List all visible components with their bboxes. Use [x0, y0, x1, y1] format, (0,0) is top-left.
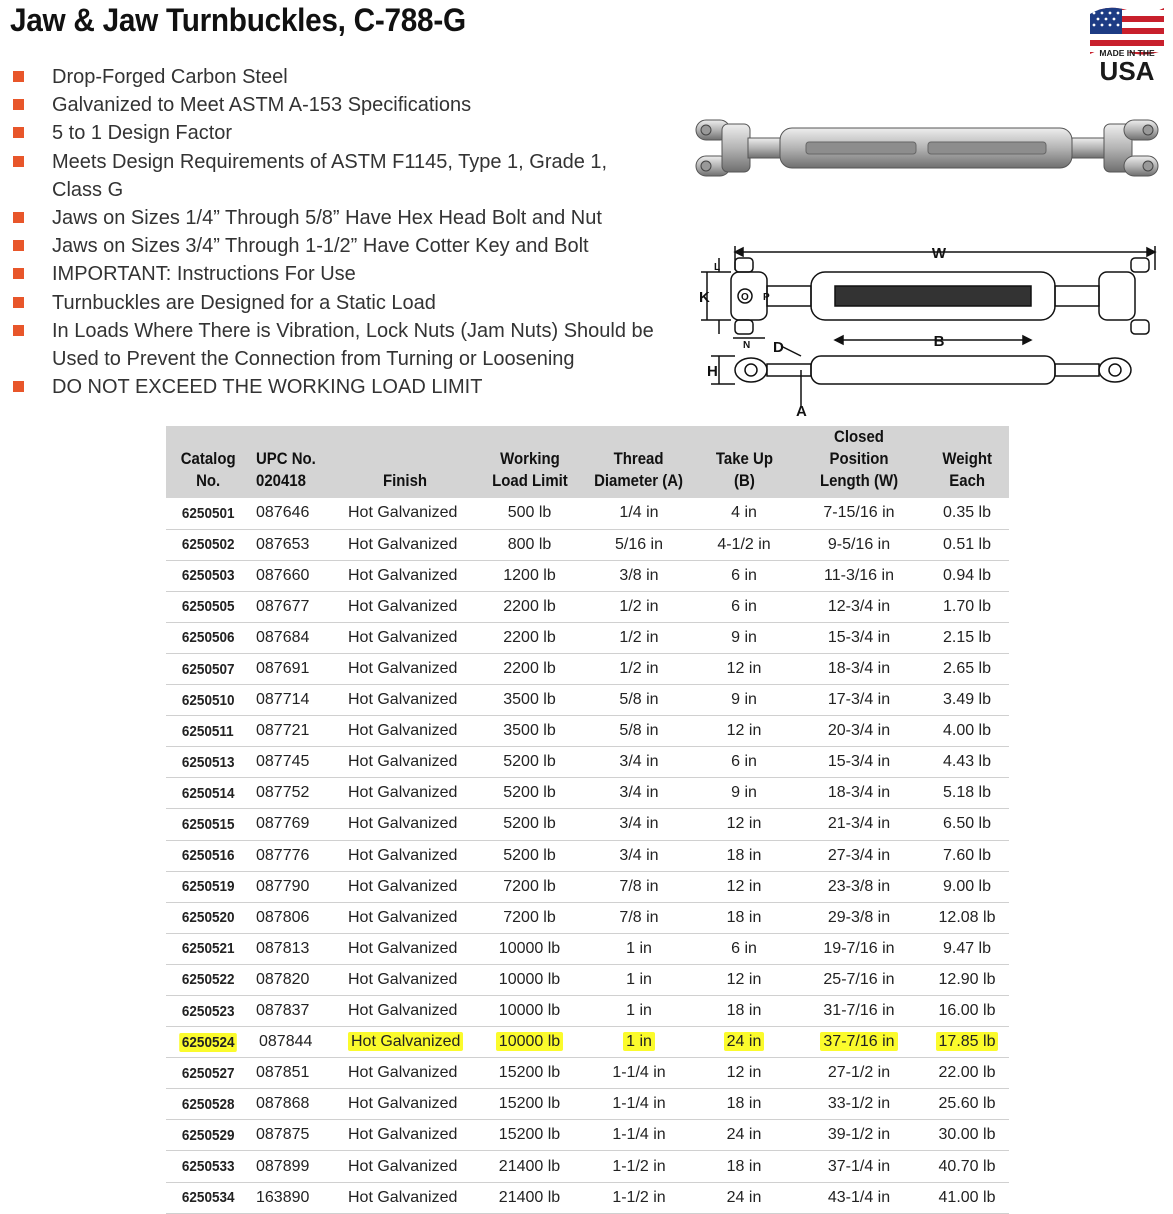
catalog-cell: 6250519 — [166, 871, 250, 902]
catalog-cell: 6250515 — [166, 809, 250, 840]
finish-cell: Hot Galvanized — [334, 1120, 476, 1151]
take-up-cell: 24 in — [695, 1182, 793, 1213]
weight-cell: 17.85 lb — [925, 1027, 1009, 1058]
upc-cell: 087660 — [250, 560, 334, 591]
catalog-cell: 6250507 — [166, 653, 250, 684]
table-row — [166, 996, 1009, 1027]
take-up-cell: 12 in — [695, 1058, 793, 1089]
bullet-square-icon — [13, 381, 24, 392]
table-row — [166, 902, 1009, 933]
finish-cell: Hot Galvanized — [334, 933, 476, 964]
take-up-cell: 12 in — [695, 809, 793, 840]
take-up-cell: 18 in — [695, 840, 793, 871]
take-up-cell: 18 in — [695, 902, 793, 933]
closed-length-cell: 33-1/2 in — [793, 1089, 925, 1120]
table-row — [166, 1151, 1009, 1182]
take-up-cell: 9 in — [695, 685, 793, 716]
working-load-limit-cell: 10000 lb — [476, 996, 583, 1027]
take-up-cell: 12 in — [695, 964, 793, 995]
table-row — [166, 560, 1009, 591]
thread-diameter-cell: 1 in — [583, 933, 695, 964]
upc-cell: 087899 — [250, 1151, 334, 1182]
thread-diameter-cell: 7/8 in — [583, 871, 695, 902]
closed-length-cell: 15-3/4 in — [793, 622, 925, 653]
catalog-cell: 6250522 — [166, 964, 250, 995]
closed-length-cell: 18-3/4 in — [793, 653, 925, 684]
finish-cell: Hot Galvanized — [334, 529, 476, 560]
feature-item: Jaws on Sizes 1/4” Through 5/8” Have Hex Head Bolt and Nut — [10, 204, 660, 232]
closed-length-cell: 37-1/4 in — [793, 1151, 925, 1182]
upc-cell: 087844 — [250, 1027, 334, 1058]
closed-length-cell: 11-3/16 in — [793, 560, 925, 591]
catalog-cell: 6250521 — [166, 933, 250, 964]
header-closed-length: Closed Position Length (W) — [793, 426, 925, 498]
weight-cell: 4.00 lb — [925, 716, 1009, 747]
upc-cell: 087806 — [250, 902, 334, 933]
closed-length-cell: 25-7/16 in — [793, 964, 925, 995]
finish-cell: Hot Galvanized — [334, 716, 476, 747]
closed-length-cell: 19-7/16 in — [793, 933, 925, 964]
table-row — [166, 529, 1009, 560]
weight-cell: 16.00 lb — [925, 996, 1009, 1027]
table-row — [166, 933, 1009, 964]
closed-length-cell: 20-3/4 in — [793, 716, 925, 747]
weight-cell: 12.90 lb — [925, 964, 1009, 995]
working-load-limit-cell: 21400 lb — [476, 1182, 583, 1213]
working-load-limit-cell: 5200 lb — [476, 840, 583, 871]
weight-cell: 3.49 lb — [925, 685, 1009, 716]
thread-diameter-cell: 1-1/4 in — [583, 1058, 695, 1089]
closed-length-cell: 29-3/8 in — [793, 902, 925, 933]
specifications-table — [166, 426, 1009, 1214]
weight-cell: 5.18 lb — [925, 778, 1009, 809]
upc-cell: 087653 — [250, 529, 334, 560]
feature-item: Galvanized to Meet ASTM A-153 Specifications — [10, 91, 660, 119]
upc-cell: 087714 — [250, 685, 334, 716]
take-up-cell: 12 in — [695, 716, 793, 747]
thread-diameter-cell: 1-1/4 in — [583, 1089, 695, 1120]
weight-cell: 1.70 lb — [925, 591, 1009, 622]
working-load-limit-cell: 5200 lb — [476, 809, 583, 840]
finish-cell: Hot Galvanized — [334, 1182, 476, 1213]
table-row — [166, 716, 1009, 747]
closed-length-cell: 7-15/16 in — [793, 498, 925, 529]
thread-diameter-cell: 1/4 in — [583, 498, 695, 529]
thread-diameter-cell: 5/16 in — [583, 529, 695, 560]
upc-cell: 087677 — [250, 591, 334, 622]
take-up-cell: 9 in — [695, 778, 793, 809]
bullet-square-icon — [13, 156, 24, 167]
dim-l-label: L — [714, 262, 721, 273]
finish-cell: Hot Galvanized — [334, 871, 476, 902]
finish-cell: Hot Galvanized — [334, 1089, 476, 1120]
working-load-limit-cell: 15200 lb — [476, 1120, 583, 1151]
weight-cell: 25.60 lb — [925, 1089, 1009, 1120]
closed-length-cell: 17-3/4 in — [793, 685, 925, 716]
closed-length-cell: 15-3/4 in — [793, 747, 925, 778]
dim-h-label: H — [707, 363, 718, 380]
finish-cell: Hot Galvanized — [334, 1151, 476, 1182]
logo-line2: USA — [1099, 56, 1155, 82]
weight-cell: 4.43 lb — [925, 747, 1009, 778]
closed-length-cell: 27-3/4 in — [793, 840, 925, 871]
finish-cell: Hot Galvanized — [334, 653, 476, 684]
thread-diameter-cell: 1 in — [583, 996, 695, 1027]
dim-p-label: P — [763, 292, 770, 303]
upc-cell: 087745 — [250, 747, 334, 778]
weight-cell: 30.00 lb — [925, 1120, 1009, 1151]
table-row — [166, 685, 1009, 716]
thread-diameter-cell: 1-1/4 in — [583, 1120, 695, 1151]
table-row — [166, 1089, 1009, 1120]
weight-cell: 9.00 lb — [925, 871, 1009, 902]
working-load-limit-cell: 2200 lb — [476, 653, 583, 684]
header-working-load-limit: Working Load Limit — [476, 426, 583, 498]
take-up-cell: 9 in — [695, 622, 793, 653]
catalog-cell: 6250533 — [166, 1151, 250, 1182]
closed-length-cell: 43-1/4 in — [793, 1182, 925, 1213]
take-up-cell: 12 in — [695, 871, 793, 902]
upc-cell: 087776 — [250, 840, 334, 871]
finish-cell: Hot Galvanized — [334, 747, 476, 778]
finish-cell: Hot Galvanized — [334, 1058, 476, 1089]
finish-cell: Hot Galvanized — [334, 622, 476, 653]
table-row — [166, 591, 1009, 622]
thread-diameter-cell: 1-1/2 in — [583, 1182, 695, 1213]
upc-cell: 087837 — [250, 996, 334, 1027]
working-load-limit-cell: 5200 lb — [476, 747, 583, 778]
catalog-cell: 6250510 — [166, 685, 250, 716]
upc-cell: 087813 — [250, 933, 334, 964]
table-row — [166, 653, 1009, 684]
working-load-limit-cell: 10000 lb — [476, 964, 583, 995]
bullet-square-icon — [13, 240, 24, 251]
header-upc: UPC No. 020418 — [250, 426, 334, 498]
working-load-limit-cell: 3500 lb — [476, 716, 583, 747]
catalog-cell: 6250524 — [166, 1027, 250, 1058]
closed-length-cell: 39-1/2 in — [793, 1120, 925, 1151]
finish-cell: Hot Galvanized — [334, 996, 476, 1027]
thread-diameter-cell: 3/4 in — [583, 747, 695, 778]
table-body — [166, 498, 1009, 1213]
working-load-limit-cell: 10000 lb — [476, 1027, 583, 1058]
take-up-cell: 6 in — [695, 591, 793, 622]
finish-cell: Hot Galvanized — [334, 591, 476, 622]
finish-cell: Hot Galvanized — [334, 840, 476, 871]
upc-cell: 087684 — [250, 622, 334, 653]
dimension-diagram — [693, 238, 1166, 418]
take-up-cell: 4 in — [695, 498, 793, 529]
header-thread-diameter: Thread Diameter (A) — [583, 426, 695, 498]
feature-item: Drop-Forged Carbon Steel — [10, 63, 660, 91]
finish-cell: Hot Galvanized — [334, 1027, 476, 1058]
thread-diameter-cell: 3/4 in — [583, 840, 695, 871]
finish-cell: Hot Galvanized — [334, 964, 476, 995]
bullet-square-icon — [13, 71, 24, 82]
upc-cell: 087646 — [250, 498, 334, 529]
feature-item: Jaws on Sizes 3/4” Through 1-1/2” Have Cotter Key and Bolt — [10, 232, 660, 260]
feature-item: 5 to 1 Design Factor — [10, 119, 660, 147]
take-up-cell: 12 in — [695, 653, 793, 684]
take-up-cell: 24 in — [695, 1120, 793, 1151]
catalog-cell: 6250527 — [166, 1058, 250, 1089]
working-load-limit-cell: 15200 lb — [476, 1058, 583, 1089]
weight-cell: 9.47 lb — [925, 933, 1009, 964]
working-load-limit-cell: 3500 lb — [476, 685, 583, 716]
table-row — [166, 840, 1009, 871]
working-load-limit-cell: 21400 lb — [476, 1151, 583, 1182]
table-row — [166, 778, 1009, 809]
take-up-cell: 18 in — [695, 1089, 793, 1120]
working-load-limit-cell: 7200 lb — [476, 902, 583, 933]
catalog-cell: 6250501 — [166, 498, 250, 529]
upc-cell: 087691 — [250, 653, 334, 684]
working-load-limit-cell: 7200 lb — [476, 871, 583, 902]
table-row — [166, 809, 1009, 840]
feature-item: In Loads Where There is Vibration, Lock Nuts (Jam Nuts) Should be Used to Prevent the Connection from Turning or Loosening — [10, 317, 660, 373]
thread-diameter-cell: 3/8 in — [583, 560, 695, 591]
table-row — [166, 871, 1009, 902]
upc-cell: 087820 — [250, 964, 334, 995]
dim-b-label: B — [933, 333, 945, 350]
catalog-cell: 6250516 — [166, 840, 250, 871]
bullet-square-icon — [13, 297, 24, 308]
upc-cell: 087868 — [250, 1089, 334, 1120]
feature-item: IMPORTANT: Instructions For Use — [10, 260, 660, 288]
table-row — [166, 1027, 1009, 1058]
working-load-limit-cell: 2200 lb — [476, 622, 583, 653]
weight-cell: 40.70 lb — [925, 1151, 1009, 1182]
finish-cell: Hot Galvanized — [334, 685, 476, 716]
working-load-limit-cell: 5200 lb — [476, 778, 583, 809]
weight-cell: 6.50 lb — [925, 809, 1009, 840]
thread-diameter-cell: 1/2 in — [583, 591, 695, 622]
header-weight: Weight Each — [925, 426, 1009, 498]
upc-cell: 087875 — [250, 1120, 334, 1151]
take-up-cell: 4-1/2 in — [695, 529, 793, 560]
upc-cell: 163890 — [250, 1182, 334, 1213]
thread-diameter-cell: 1-1/2 in — [583, 1151, 695, 1182]
closed-length-cell: 37-7/16 in — [793, 1027, 925, 1058]
closed-length-cell: 9-5/16 in — [793, 529, 925, 560]
dim-a-label: A — [796, 403, 807, 418]
take-up-cell: 18 in — [695, 996, 793, 1027]
working-load-limit-cell: 2200 lb — [476, 591, 583, 622]
bullet-square-icon — [13, 212, 24, 223]
catalog-cell: 6250513 — [166, 747, 250, 778]
catalog-cell: 6250520 — [166, 902, 250, 933]
header-catalog: Catalog No. — [166, 426, 250, 498]
working-load-limit-cell: 800 lb — [476, 529, 583, 560]
closed-length-cell: 12-3/4 in — [793, 591, 925, 622]
upc-cell: 087721 — [250, 716, 334, 747]
bullet-square-icon — [13, 127, 24, 138]
weight-cell: 12.08 lb — [925, 902, 1009, 933]
feature-item: Turnbuckles are Designed for a Static Load — [10, 289, 660, 317]
table-row — [166, 747, 1009, 778]
logo-line1: MADE IN THE — [1099, 48, 1155, 58]
take-up-cell: 6 in — [695, 747, 793, 778]
turnbuckle-photo — [688, 110, 1166, 186]
bullet-square-icon — [13, 99, 24, 110]
bullet-square-icon — [13, 268, 24, 279]
working-load-limit-cell: 15200 lb — [476, 1089, 583, 1120]
catalog-cell: 6250511 — [166, 716, 250, 747]
weight-cell: 22.00 lb — [925, 1058, 1009, 1089]
upc-cell: 087752 — [250, 778, 334, 809]
finish-cell: Hot Galvanized — [334, 778, 476, 809]
take-up-cell: 6 in — [695, 933, 793, 964]
thread-diameter-cell: 3/4 in — [583, 809, 695, 840]
catalog-cell: 6250505 — [166, 591, 250, 622]
table-row — [166, 498, 1009, 529]
catalog-cell: 6250503 — [166, 560, 250, 591]
weight-cell: 0.94 lb — [925, 560, 1009, 591]
dim-n-label: N — [743, 340, 751, 351]
closed-length-cell: 18-3/4 in — [793, 778, 925, 809]
dim-w-label: W — [931, 245, 947, 262]
upc-cell: 087851 — [250, 1058, 334, 1089]
table-row — [166, 1058, 1009, 1089]
closed-length-cell: 21-3/4 in — [793, 809, 925, 840]
table-header-row — [166, 426, 1009, 498]
take-up-cell: 6 in — [695, 560, 793, 591]
dim-k-label: K — [699, 289, 710, 306]
take-up-cell: 18 in — [695, 1151, 793, 1182]
header-finish: Finish — [334, 426, 476, 498]
take-up-cell: 24 in — [695, 1027, 793, 1058]
thread-diameter-cell: 7/8 in — [583, 902, 695, 933]
table-row — [166, 964, 1009, 995]
closed-length-cell: 31-7/16 in — [793, 996, 925, 1027]
thread-diameter-cell: 5/8 in — [583, 716, 695, 747]
thread-diameter-cell: 3/4 in — [583, 778, 695, 809]
catalog-cell: 6250514 — [166, 778, 250, 809]
feature-list — [10, 63, 660, 401]
thread-diameter-cell: 1/2 in — [583, 653, 695, 684]
weight-cell: 0.35 lb — [925, 498, 1009, 529]
weight-cell: 0.51 lb — [925, 529, 1009, 560]
working-load-limit-cell: 1200 lb — [476, 560, 583, 591]
working-load-limit-cell: 500 lb — [476, 498, 583, 529]
upc-cell: 087769 — [250, 809, 334, 840]
thread-diameter-cell: 1 in — [583, 1027, 695, 1058]
dim-d-label: D — [773, 339, 784, 356]
thread-diameter-cell: 1 in — [583, 964, 695, 995]
catalog-cell: 6250529 — [166, 1120, 250, 1151]
catalog-cell: 6250506 — [166, 622, 250, 653]
table-row — [166, 1182, 1009, 1213]
catalog-cell: 6250528 — [166, 1089, 250, 1120]
page-title: Jaw & Jaw Turnbuckles, C-788-G — [10, 2, 466, 38]
finish-cell: Hot Galvanized — [334, 498, 476, 529]
table-row — [166, 622, 1009, 653]
catalog-cell: 6250502 — [166, 529, 250, 560]
feature-item: DO NOT EXCEED THE WORKING LOAD LIMIT — [10, 373, 660, 401]
dim-o-label: O — [741, 292, 749, 303]
made-in-usa-logo — [1086, 4, 1168, 82]
working-load-limit-cell: 10000 lb — [476, 933, 583, 964]
weight-cell: 41.00 lb — [925, 1182, 1009, 1213]
catalog-cell: 6250534 — [166, 1182, 250, 1213]
weight-cell: 2.65 lb — [925, 653, 1009, 684]
finish-cell: Hot Galvanized — [334, 560, 476, 591]
weight-cell: 2.15 lb — [925, 622, 1009, 653]
thread-diameter-cell: 5/8 in — [583, 685, 695, 716]
finish-cell: Hot Galvanized — [334, 809, 476, 840]
closed-length-cell: 27-1/2 in — [793, 1058, 925, 1089]
table-row — [166, 1120, 1009, 1151]
weight-cell: 7.60 lb — [925, 840, 1009, 871]
header-take-up: Take Up (B) — [695, 426, 793, 498]
closed-length-cell: 23-3/8 in — [793, 871, 925, 902]
feature-item: Meets Design Requirements of ASTM F1145, Type 1, Grade 1, Class G — [10, 148, 660, 204]
upc-cell: 087790 — [250, 871, 334, 902]
catalog-cell: 6250523 — [166, 996, 250, 1027]
thread-diameter-cell: 1/2 in — [583, 622, 695, 653]
finish-cell: Hot Galvanized — [334, 902, 476, 933]
bullet-square-icon — [13, 325, 24, 336]
